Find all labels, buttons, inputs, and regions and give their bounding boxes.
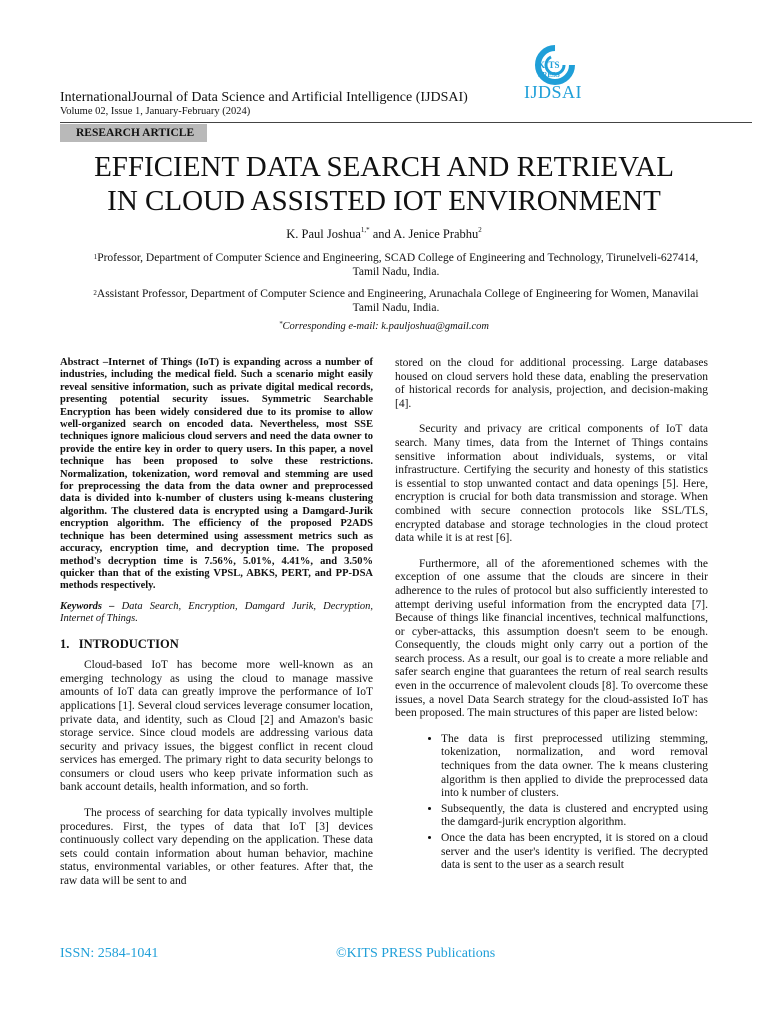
right-paragraph-3: Furthermore, all of the aforementioned schemes with the exception of one assume that the clouds are sincere in their adherence to the rules of protocol but also sufficiently interested to attempt deriving useful information from the encrypted data [7]. Because of things like financial incentives, technical malfunctions, or cyber-attacks, this assumption doesn't seem to be enough. Consequently, the clouds might only carry out a portion of the search process. As a result, our goal is to create a more reliable and safer search engine that guarantees the return of real search results even in the occurrence of malevolent clouds [8]. To overcome these issues, a novel Data Search strategy for the cloud-assisted IoT has been proposed. The main structures of this paper are listed below: (395, 557, 708, 720)
author-list (40, 227, 728, 242)
affiliation-1-sup: 1 (93, 253, 98, 261)
article-type-badge: RESEARCH ARTICLE (60, 124, 207, 142)
abstract: Abstract –Internet of Things (IoT) is expanding across a number of industries, including the medical field. Such a scenario might easily reveal sensitive information, such as private digital medical records, presenting potential security issues. Symmetric Searchable Encryption has been widely considered due to its promise to allow well-organized search on encoded data. Nevertheless, most SSE techniques ignore malicious cloud servers and need the data owner to provide the entire key in order to query users. In this paper, a novel technique has been proposed to solve these restrictions. Normalization, tokenization, word removal and stemming are used for preprocessing the data from the data owner and preprocessed data is divided into k-number of clusters using k-means clustering algorithm. The clustered data is encrypted using a Damgard-Jurik encryption algorithm. The efficiency of the proposed P2ADS technique has been determined using assessment metrics such as accuracy, encryption time, and decryption time. The proposed method's decryption time is 7.56%, 5.01%, 4.41%, and 3.50% quicker than that of the existing VPSL, ABKS, PERT, and PP-DSA methods respectively. (60, 357, 373, 592)
paper-title (40, 150, 728, 218)
header-rule (60, 122, 752, 123)
volume-info: Volume 02, Issue 1, January-February (2024) (60, 106, 251, 117)
intro-paragraph-2: The process of searching for data typically involves multiple procedures. First, the types of data that IoT [3] devices continuously collect vary depending on the application. These data sets could contain information about human behavior, machine status, environmental variables, or other features. After that, the raw data will be sent to and (60, 807, 373, 888)
footer-publisher: ©KITS PRESS Publications (336, 946, 496, 961)
intro-paragraph-1: Cloud-based IoT has become more well-known as an emerging technology as using the cloud to manage massive amounts of IoT data can greatly improve the performance of IoT applications [1]. Several cloud services leverage consumer location, private data, and identity, such as Cloud [2] and Amazon's basic storage service. Since cloud models are addressing various data security and privacy issues, the biggest conflict in recent cloud services has emerged. The primary right to data security belongs to consumers or cloud users who keep private information such as bank account details, health information, and so forth. (60, 659, 373, 794)
footer-issn: ISSN: 2584-1041 (60, 946, 159, 961)
email-sup: * (279, 320, 283, 328)
logo-kits: KITS (538, 60, 560, 70)
author-2: A. Jenice Prabhu (393, 227, 479, 241)
keywords (60, 601, 373, 626)
right-paragraph-2: Security and privacy are critical components of IoT data search. Many times, data from the Internet of Things contains sensitive information about individuals, systems, or vital infrastructure. Certifying the security and honesty of this statistics is essential to stop unwanted contact and data openings [5]. Here, encryption is crucial for both data transmission and storage. When combined with secure connection protocols like SSL/TLS, encrypted database and storage technologies in the cloud protect data while it is at rest [6]. (395, 423, 708, 545)
logo-text (538, 60, 560, 80)
author-1-sup: 1,* (360, 226, 370, 234)
title-line-2: IN CLOUD ASSISTED IOT ENVIRONMENT (107, 185, 661, 217)
author-2-sup: 2 (478, 226, 482, 234)
logo-press: PRESS (538, 71, 560, 79)
right-column (395, 357, 708, 875)
corresponding-email (40, 321, 728, 332)
right-paragraph-1: stored on the cloud for additional processing. Large databases housed on cloud servers hold these data, enabling the preservation of historical records for analysis, projection, and decision-making [4]. (395, 357, 708, 410)
affiliation-1 (80, 251, 712, 279)
affiliation-2 (80, 287, 712, 315)
journal-brand: IJDSAI (524, 82, 583, 102)
journal-name: InternationalJournal of Data Science and Artificial Intelligence (IJDSAI) (60, 90, 468, 105)
title-line-1: EFFICIENT DATA SEARCH AND RETRIEVAL (94, 151, 674, 183)
affiliation-1-text: Professor, Department of Computer Science and Engineering, SCAD College of Engineering and Technology, Tirunelveli-627414, Tamil Nadu, India. (97, 252, 699, 278)
section-heading-introduction: 1. INTRODUCTION (60, 636, 179, 651)
author-and: and (369, 227, 394, 241)
list-item: • Once the data has been encrypted, it is stored on a cloud server and the user's identity is verified. The decrypted data is sent to the user as a search result (441, 832, 708, 873)
affiliation-2-sup: 2 (93, 289, 97, 297)
list-item: • The data is first preprocessed utilizing stemming, tokenization, normalization, and word removal techniques from the data owner. The k means clustering algorithm is then applied to divide the preprocessed data into k number of clusters. (441, 733, 708, 801)
list-item: • Subsequently, the data is clustered and encrypted using the damgard-jurik encryption algorithm. (441, 803, 708, 830)
author-1: K. Paul Joshua (286, 227, 361, 241)
email-text: Corresponding e-mail: k.pauljoshua@gmail.com (282, 321, 489, 332)
keywords-label: Keywords – (60, 600, 115, 612)
keywords-list: Data Search, Encryption, Damgard Jurik, Decryption, Internet of Things. (60, 600, 374, 625)
affiliation-2-text: Assistant Professor, Department of Computer Science and Engineering, Arunachala College of Engineering for Women, Manavilai Tamil Nadu, India. (96, 288, 699, 314)
left-column (60, 357, 373, 901)
contributions-list (395, 733, 708, 873)
